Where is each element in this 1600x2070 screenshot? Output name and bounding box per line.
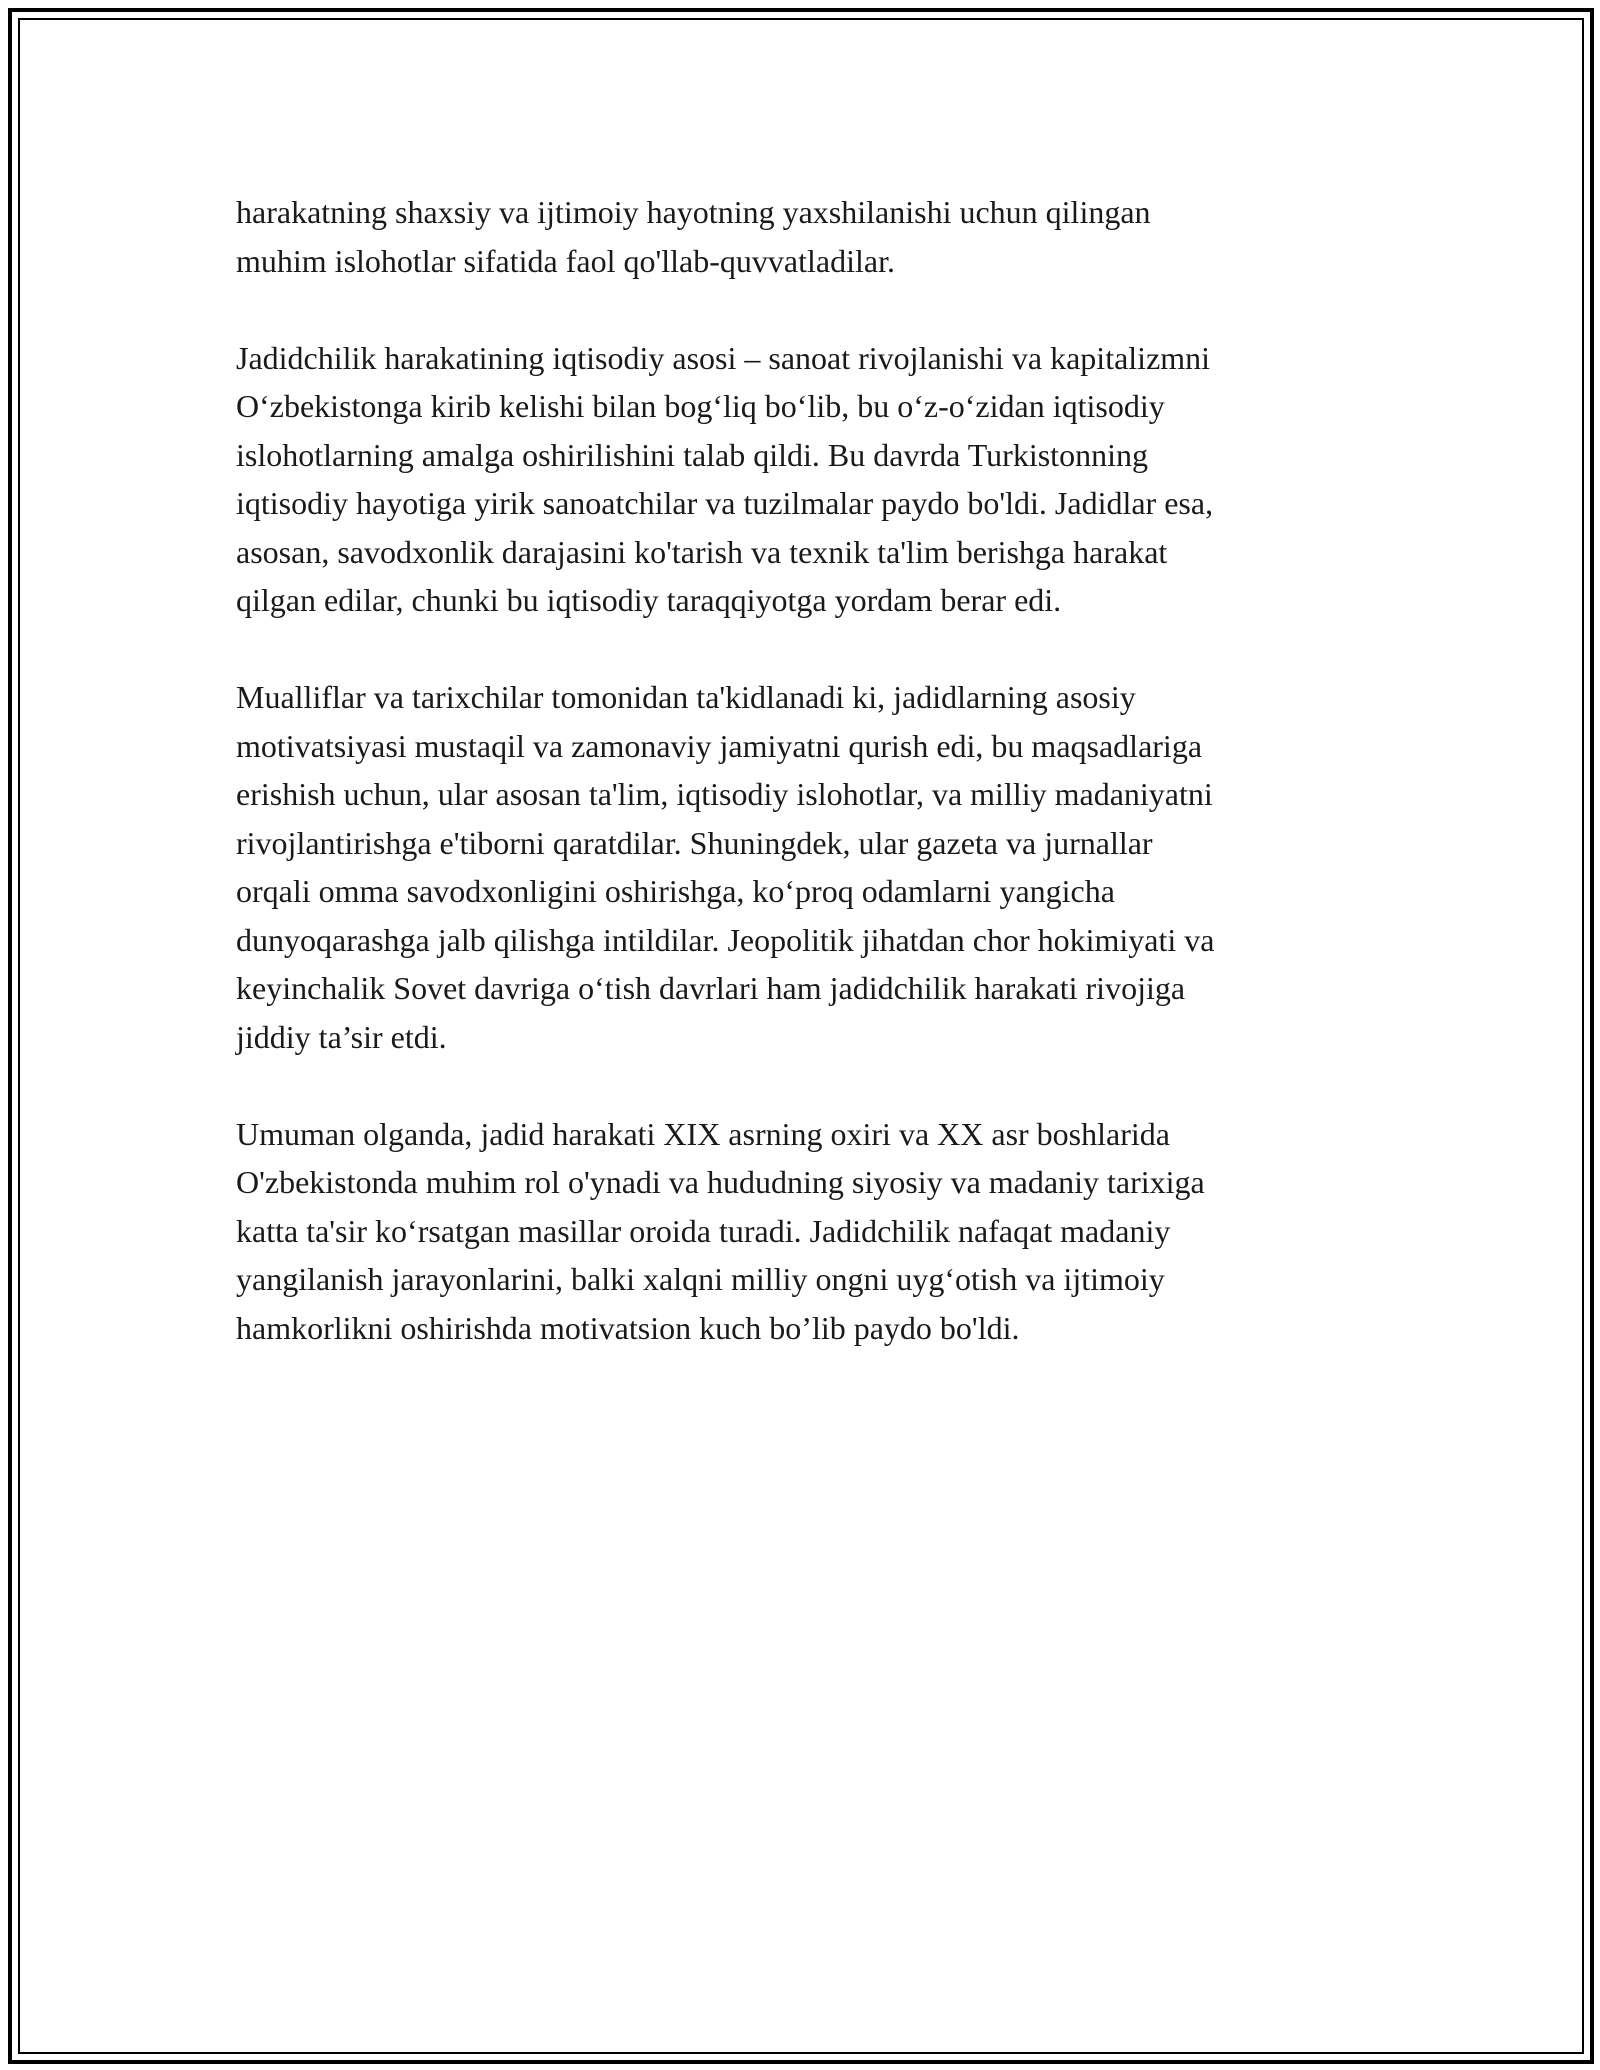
text-line: orqali omma savodxonligini oshirishga, ko‘proq odamlarni yangicha [236,873,1115,909]
text-line: jiddiy ta’sir etdi. [236,1018,447,1055]
text-line: O‘zbekistonga kirib kelishi bilan bog‘liq bo‘lib, bu o‘z-o‘zidan iqtisodiy [236,388,1165,424]
paragraph-2 [236,334,1366,625]
text-line: O'zbekistonda muhim rol o'ynadi va hududning siyosiy va madaniy tarixiga [236,1164,1205,1200]
text-line: motivatsiyasi mustaqil va zamonaviy jamiyatni qurish edi, bu maqsadlariga [236,727,1203,764]
text-line: erishish uchun, ular asosan ta'lim, iqtisodiy islohotlar, va milliy madaniyatni [236,776,1213,812]
text-line: dunyoqarashga jalb qilishga intildilar. Jeopolitik jihatdan chor hokimiyati va [236,921,1215,958]
text-line: iqtisodiy hayotiga yirik sanoatchilar va tuzilmalar paydo bo'ldi. Jadidlar esa, [236,485,1214,521]
paragraph-1 [236,188,1366,285]
text-line: muhim islohotlar sifatida faol qo'llab-quvvatladilar. [236,242,895,279]
text-line: katta ta'sir ko‘rsatgan masillar oroida turadi. Jadidchilik nafaqat madaniy [236,1212,1171,1249]
text-line: qilgan edilar, chunki bu iqtisodiy taraqqiyotga yordam berar edi. [236,582,1062,618]
text-line: asosan, savodxonlik darajasini ko'tarish va texnik ta'lim berishga harakat [236,533,1168,570]
text-line: yangilanish jarayonlarini, balki xalqni milliy ongni uyg‘otish va ijtimoiy [236,1261,1165,1297]
paragraph-4 [236,1110,1366,1353]
document-body [236,188,1366,1401]
text-line: Mualliflar va tarixchilar tomonidan ta'kidlanadi ki, jadidlarning asosiy [236,679,1136,715]
paragraph-3 [236,673,1366,1061]
text-line: hamkorlikni oshirishda motivatsion kuch bo’lib paydo bo'ldi. [236,1309,1020,1346]
text-line: Umuman olganda, jadid harakati XIX asrning oxiri va XX asr boshlarida [236,1115,1170,1152]
text-line: rivojlantirishga e'tiborni qaratdilar. Shuningdek, ular gazeta va jurnallar [236,824,1153,861]
text-line: islohotlarning amalga oshirilishini talab qildi. Bu davrda Turkistonning [236,436,1148,473]
text-line: Jadidchilik harakatining iqtisodiy asosi – sanoat rivojlanishi va kapitalizmni [236,339,1211,376]
text-line: harakatning shaxsiy va ijtimoiy hayotning yaxshilanishi uchun qilingan [236,194,1151,230]
text-line: keyinchalik Sovet davriga o‘tish davrlari ham jadidchilik harakati rivojiga [236,970,1186,1006]
